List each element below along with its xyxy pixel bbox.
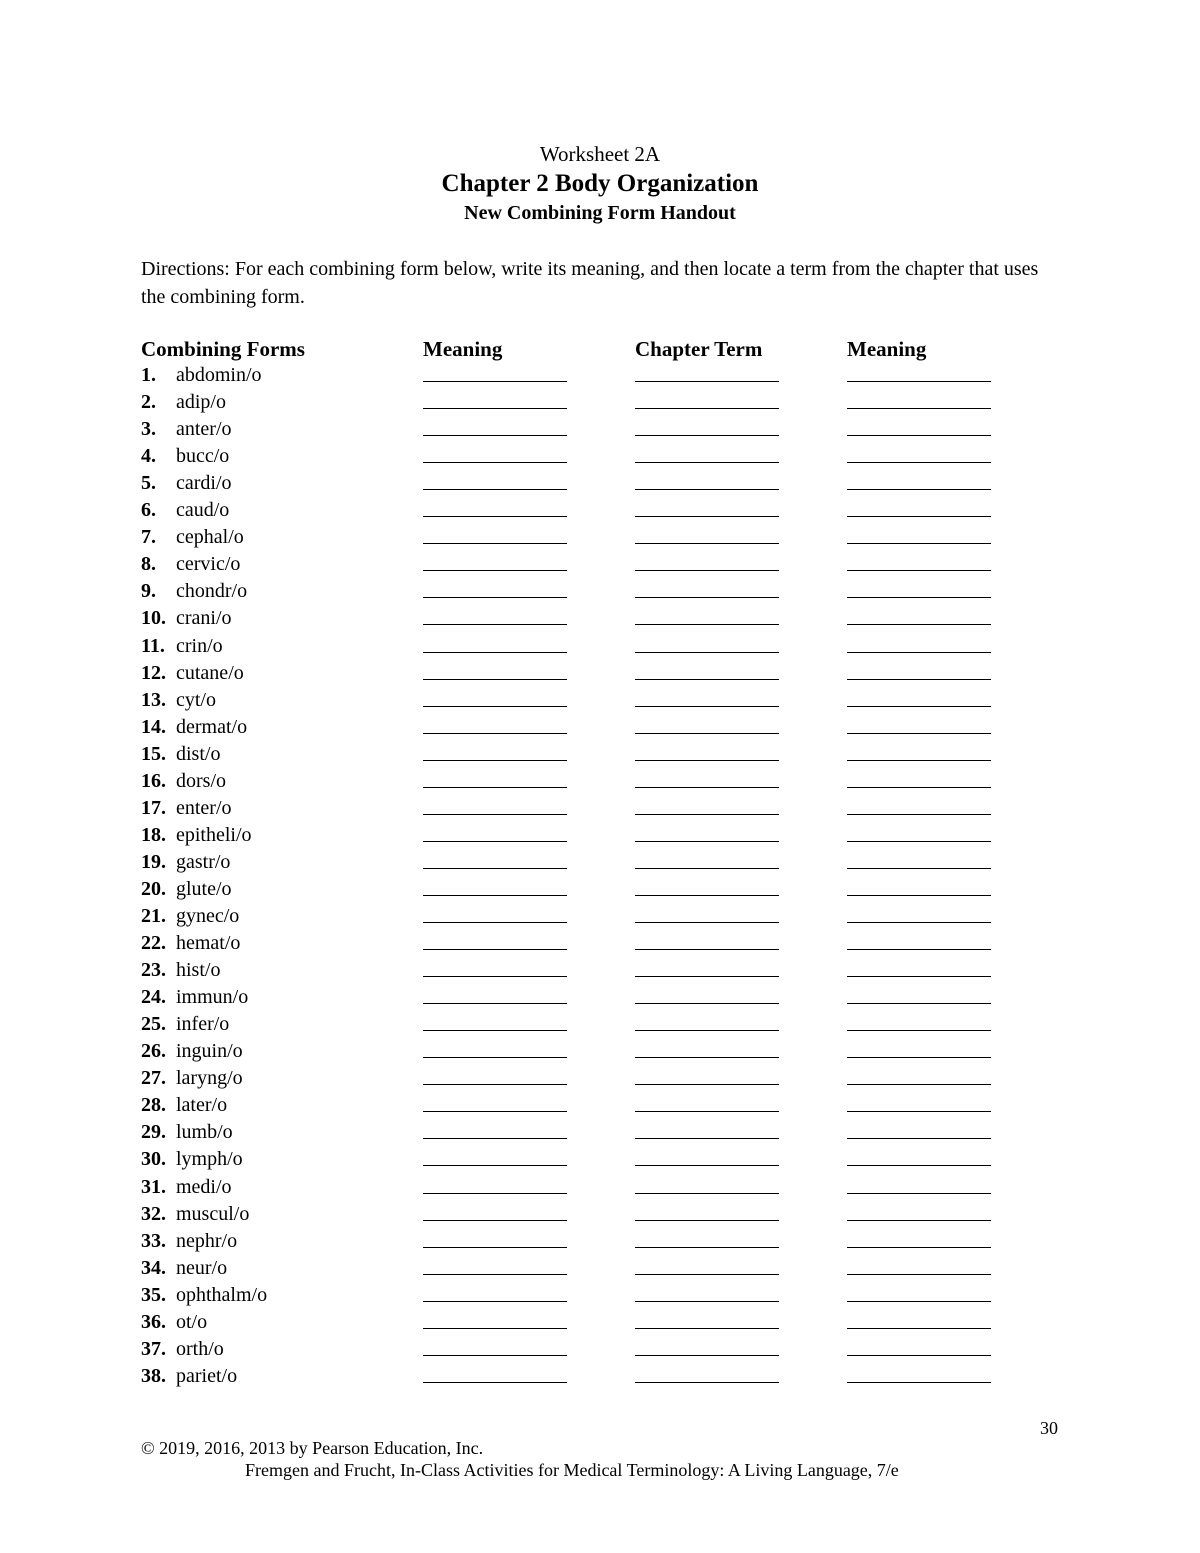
chapter-term-blank[interactable] — [635, 787, 779, 788]
item-number: 24. — [141, 986, 166, 1009]
term-meaning-blank[interactable] — [847, 976, 991, 977]
chapter-term-blank[interactable] — [635, 1247, 779, 1248]
chapter-term-blank[interactable] — [635, 841, 779, 842]
chapter-term-blank[interactable] — [635, 949, 779, 950]
table-row — [0, 1311, 1200, 1338]
term-meaning-blank[interactable] — [847, 1382, 991, 1383]
item-number: 5. — [141, 472, 156, 495]
chapter-term-blank[interactable] — [635, 1165, 779, 1166]
combining-form: dist/o — [176, 742, 221, 765]
table-row — [0, 1094, 1200, 1121]
combining-form: medi/o — [176, 1175, 232, 1198]
item-number: 30. — [141, 1148, 166, 1171]
combining-form: epitheli/o — [176, 823, 252, 846]
chapter-term-blank[interactable] — [635, 516, 779, 517]
term-meaning-blank[interactable] — [847, 489, 991, 490]
term-meaning-blank[interactable] — [847, 1111, 991, 1112]
item-number: 33. — [141, 1229, 166, 1252]
table-row — [0, 580, 1200, 607]
chapter-term-blank[interactable] — [635, 1355, 779, 1356]
combining-form: cervic/o — [176, 553, 241, 576]
item-number: 7. — [141, 526, 156, 549]
term-meaning-blank[interactable] — [847, 1220, 991, 1221]
combining-form: crani/o — [176, 607, 232, 630]
chapter-term-blank[interactable] — [635, 1382, 779, 1383]
combining-form: infer/o — [176, 1013, 230, 1036]
combining-form: adip/o — [176, 391, 226, 414]
meaning-blank[interactable] — [423, 435, 567, 436]
chapter-term-blank[interactable] — [635, 570, 779, 571]
item-number: 17. — [141, 796, 166, 819]
book-citation: Fremgen and Frucht, In-Class Activities for Medical Terminology: A Living Language, 7/e — [245, 1460, 899, 1480]
term-meaning-blank[interactable] — [847, 1274, 991, 1275]
table-row — [0, 1148, 1200, 1175]
combining-form: ophthalm/o — [176, 1283, 268, 1306]
item-number: 16. — [141, 769, 166, 792]
meaning-blank[interactable] — [423, 408, 567, 409]
item-number: 1. — [141, 364, 156, 386]
term-meaning-blank[interactable] — [847, 733, 991, 734]
combining-form: orth/o — [176, 1337, 224, 1360]
combining-form: anter/o — [176, 418, 232, 441]
item-number: 23. — [141, 959, 166, 982]
table-row — [0, 1121, 1200, 1148]
meaning-blank[interactable] — [423, 1193, 567, 1194]
term-meaning-blank[interactable] — [847, 841, 991, 842]
item-number: 31. — [141, 1175, 166, 1198]
chapter-term-blank[interactable] — [635, 706, 779, 707]
table-row — [0, 391, 1200, 418]
table-row — [0, 662, 1200, 689]
chapter-term-blank[interactable] — [635, 1138, 779, 1139]
meaning-blank[interactable] — [423, 1138, 567, 1139]
table-row — [0, 1365, 1200, 1392]
meaning-blank[interactable] — [423, 679, 567, 680]
directions-text: Directions: For each combining form below, write its meaning, and then locate a term from the chapter that uses the combining form. — [141, 258, 1039, 308]
chapter-term-blank[interactable] — [635, 624, 779, 625]
table-row — [0, 959, 1200, 986]
meaning-blank[interactable] — [423, 1328, 567, 1329]
meaning-blank[interactable] — [423, 733, 567, 734]
term-meaning-blank[interactable] — [847, 922, 991, 923]
term-meaning-blank[interactable] — [847, 949, 991, 950]
chapter-term-blank[interactable] — [635, 435, 779, 436]
handout-subtitle: New Combining Form Handout — [464, 202, 736, 224]
meaning-blank[interactable] — [423, 1247, 567, 1248]
meaning-blank[interactable] — [423, 1355, 567, 1356]
meaning-blank[interactable] — [423, 1003, 567, 1004]
meaning-blank[interactable] — [423, 787, 567, 788]
table-row — [0, 878, 1200, 905]
chapter-term-blank[interactable] — [635, 462, 779, 463]
chapter-term-blank[interactable] — [635, 1030, 779, 1031]
item-number: 37. — [141, 1337, 166, 1360]
combining-form: lumb/o — [176, 1121, 233, 1144]
term-meaning-blank[interactable] — [847, 462, 991, 463]
table-row — [0, 445, 1200, 472]
meaning-blank[interactable] — [423, 706, 567, 707]
term-meaning-blank[interactable] — [847, 543, 991, 544]
term-meaning-blank[interactable] — [847, 1247, 991, 1248]
chapter-term-blank[interactable] — [635, 760, 779, 761]
item-number: 10. — [141, 607, 166, 630]
item-number: 15. — [141, 742, 166, 765]
item-number: 13. — [141, 688, 166, 711]
table-row — [0, 905, 1200, 932]
item-number: 11. — [141, 634, 165, 657]
combining-form: enter/o — [176, 796, 232, 819]
table-row — [0, 607, 1200, 634]
combining-form: dermat/o — [176, 715, 248, 738]
meaning-blank[interactable] — [423, 814, 567, 815]
term-meaning-blank[interactable] — [847, 516, 991, 517]
item-number: 19. — [141, 850, 166, 873]
term-meaning-blank[interactable] — [847, 408, 991, 409]
term-meaning-blank[interactable] — [847, 570, 991, 571]
combining-form: laryng/o — [176, 1067, 243, 1090]
term-meaning-blank[interactable] — [847, 1138, 991, 1139]
meaning-blank[interactable] — [423, 760, 567, 761]
table-row — [0, 1013, 1200, 1040]
meaning-blank[interactable] — [423, 1220, 567, 1221]
item-number: 36. — [141, 1310, 166, 1333]
item-number: 34. — [141, 1256, 166, 1279]
combining-form: cutane/o — [176, 661, 244, 684]
term-meaning-blank[interactable] — [847, 1057, 991, 1058]
item-number: 14. — [141, 715, 166, 738]
term-meaning-blank[interactable] — [847, 1193, 991, 1194]
combining-form: abdomin/o — [176, 364, 262, 386]
combining-form: caud/o — [176, 499, 230, 522]
term-meaning-blank[interactable] — [847, 624, 991, 625]
chapter-term-blank[interactable] — [635, 543, 779, 544]
term-meaning-blank[interactable] — [847, 652, 991, 653]
chapter-term-blank[interactable] — [635, 381, 779, 382]
chapter-title: Chapter 2 Body Organization — [441, 170, 759, 197]
column-header-meaning: Meaning — [423, 337, 503, 361]
item-number: 2. — [141, 391, 156, 414]
table-row — [0, 1257, 1200, 1284]
chapter-term-blank[interactable] — [635, 1003, 779, 1004]
item-number: 12. — [141, 661, 166, 684]
item-number: 27. — [141, 1067, 166, 1090]
chapter-term-blank[interactable] — [635, 814, 779, 815]
combining-form: gynec/o — [176, 905, 240, 927]
chapter-term-blank[interactable] — [635, 1328, 779, 1329]
combining-form: chondr/o — [176, 580, 248, 603]
table-row — [0, 1230, 1200, 1257]
table-row — [0, 499, 1200, 526]
item-number: 18. — [141, 823, 166, 846]
table-row — [0, 824, 1200, 851]
chapter-term-blank[interactable] — [635, 1057, 779, 1058]
term-meaning-blank[interactable] — [847, 814, 991, 815]
combining-form: glute/o — [176, 877, 232, 900]
term-meaning-blank[interactable] — [847, 1328, 991, 1329]
item-number: 25. — [141, 1013, 166, 1036]
combining-form: later/o — [176, 1094, 228, 1117]
table-row — [0, 1203, 1200, 1230]
table-row — [0, 932, 1200, 959]
combining-form: muscul/o — [176, 1202, 250, 1225]
meaning-blank[interactable] — [423, 841, 567, 842]
table-row — [0, 526, 1200, 553]
combining-form: pariet/o — [176, 1364, 238, 1387]
chapter-term-blank[interactable] — [635, 1193, 779, 1194]
meaning-blank[interactable] — [423, 1111, 567, 1112]
table-row — [0, 1338, 1200, 1365]
item-number: 32. — [141, 1202, 166, 1225]
chapter-term-blank[interactable] — [635, 652, 779, 653]
term-meaning-blank[interactable] — [847, 868, 991, 869]
item-number: 9. — [141, 580, 156, 603]
item-number: 29. — [141, 1121, 166, 1144]
table-row — [0, 770, 1200, 797]
meaning-blank[interactable] — [423, 489, 567, 490]
term-meaning-blank[interactable] — [847, 1301, 991, 1302]
meaning-blank[interactable] — [423, 570, 567, 571]
item-number: 35. — [141, 1283, 166, 1306]
term-meaning-blank[interactable] — [847, 1030, 991, 1031]
term-meaning-blank[interactable] — [847, 760, 991, 761]
meaning-blank[interactable] — [423, 597, 567, 598]
term-meaning-blank[interactable] — [847, 597, 991, 598]
term-meaning-blank[interactable] — [847, 435, 991, 436]
chapter-term-blank[interactable] — [635, 895, 779, 896]
chapter-term-blank[interactable] — [635, 1274, 779, 1275]
combining-form: lymph/o — [176, 1148, 243, 1171]
item-number: 21. — [141, 905, 166, 927]
combining-form: ot/o — [176, 1310, 208, 1333]
item-number: 20. — [141, 877, 166, 900]
combining-form: inguin/o — [176, 1040, 243, 1063]
chapter-term-blank[interactable] — [635, 597, 779, 598]
meaning-blank[interactable] — [423, 1301, 567, 1302]
combining-form: immun/o — [176, 986, 249, 1009]
table-row — [0, 1176, 1200, 1203]
term-meaning-blank[interactable] — [847, 706, 991, 707]
term-meaning-blank[interactable] — [847, 1084, 991, 1085]
chapter-term-blank[interactable] — [635, 733, 779, 734]
item-number: 28. — [141, 1094, 166, 1117]
column-header-chapter-term: Chapter Term — [635, 337, 763, 361]
meaning-blank[interactable] — [423, 381, 567, 382]
table-row — [0, 743, 1200, 770]
chapter-term-blank[interactable] — [635, 976, 779, 977]
chapter-term-blank[interactable] — [635, 408, 779, 409]
page-number: 30 — [1040, 1418, 1058, 1438]
chapter-term-blank[interactable] — [635, 679, 779, 680]
table-row — [0, 635, 1200, 662]
combining-form: cyt/o — [176, 688, 216, 711]
combining-form: bucc/o — [176, 445, 230, 468]
item-number: 4. — [141, 445, 156, 468]
meaning-blank[interactable] — [423, 462, 567, 463]
meaning-blank[interactable] — [423, 922, 567, 923]
meaning-blank[interactable] — [423, 1165, 567, 1166]
combining-form: dors/o — [176, 769, 226, 792]
combining-form: crin/o — [176, 634, 223, 657]
column-header-meaning-2: Meaning — [847, 337, 927, 361]
meaning-blank[interactable] — [423, 543, 567, 544]
meaning-blank[interactable] — [423, 624, 567, 625]
combining-form: hemat/o — [176, 932, 241, 955]
worksheet-label: Worksheet 2A — [539, 142, 661, 166]
item-number: 26. — [141, 1040, 166, 1063]
meaning-blank[interactable] — [423, 1030, 567, 1031]
chapter-term-blank[interactable] — [635, 1084, 779, 1085]
term-meaning-blank[interactable] — [847, 1003, 991, 1004]
item-number: 3. — [141, 418, 156, 441]
term-meaning-blank[interactable] — [847, 1355, 991, 1356]
table-row — [0, 716, 1200, 743]
table-row — [0, 1067, 1200, 1094]
table-row — [0, 418, 1200, 445]
meaning-blank[interactable] — [423, 516, 567, 517]
table-row — [0, 472, 1200, 499]
table-row — [0, 689, 1200, 716]
meaning-blank[interactable] — [423, 868, 567, 869]
table-row — [0, 986, 1200, 1013]
table-row — [0, 1040, 1200, 1067]
term-meaning-blank[interactable] — [847, 895, 991, 896]
table-row — [0, 364, 1200, 391]
item-number: 38. — [141, 1364, 166, 1387]
chapter-term-blank[interactable] — [635, 489, 779, 490]
meaning-blank[interactable] — [423, 976, 567, 977]
chapter-term-blank[interactable] — [635, 922, 779, 923]
meaning-blank[interactable] — [423, 1057, 567, 1058]
chapter-term-blank[interactable] — [635, 868, 779, 869]
combining-form: cardi/o — [176, 472, 232, 495]
combining-form: hist/o — [176, 959, 221, 982]
term-meaning-blank[interactable] — [847, 1165, 991, 1166]
table-row — [0, 797, 1200, 824]
table-row — [0, 1284, 1200, 1311]
combining-form: nephr/o — [176, 1229, 238, 1252]
column-header-combining-forms: Combining Forms — [141, 337, 305, 361]
meaning-blank[interactable] — [423, 652, 567, 653]
term-meaning-blank[interactable] — [847, 787, 991, 788]
chapter-term-blank[interactable] — [635, 1301, 779, 1302]
meaning-blank[interactable] — [423, 1084, 567, 1085]
combining-form: neur/o — [176, 1256, 228, 1279]
chapter-term-blank[interactable] — [635, 1220, 779, 1221]
meaning-blank[interactable] — [423, 949, 567, 950]
meaning-blank[interactable] — [423, 1382, 567, 1383]
table-row — [0, 553, 1200, 580]
term-meaning-blank[interactable] — [847, 381, 991, 382]
meaning-blank[interactable] — [423, 895, 567, 896]
chapter-term-blank[interactable] — [635, 1111, 779, 1112]
item-number: 8. — [141, 553, 156, 576]
item-number: 22. — [141, 932, 166, 955]
copyright-notice: © 2019, 2016, 2013 by Pearson Education, Inc. — [141, 1438, 484, 1458]
combining-form: cephal/o — [176, 526, 244, 549]
item-number: 6. — [141, 499, 156, 522]
table-row — [0, 851, 1200, 878]
meaning-blank[interactable] — [423, 1274, 567, 1275]
term-meaning-blank[interactable] — [847, 679, 991, 680]
combining-form: gastr/o — [176, 850, 231, 873]
